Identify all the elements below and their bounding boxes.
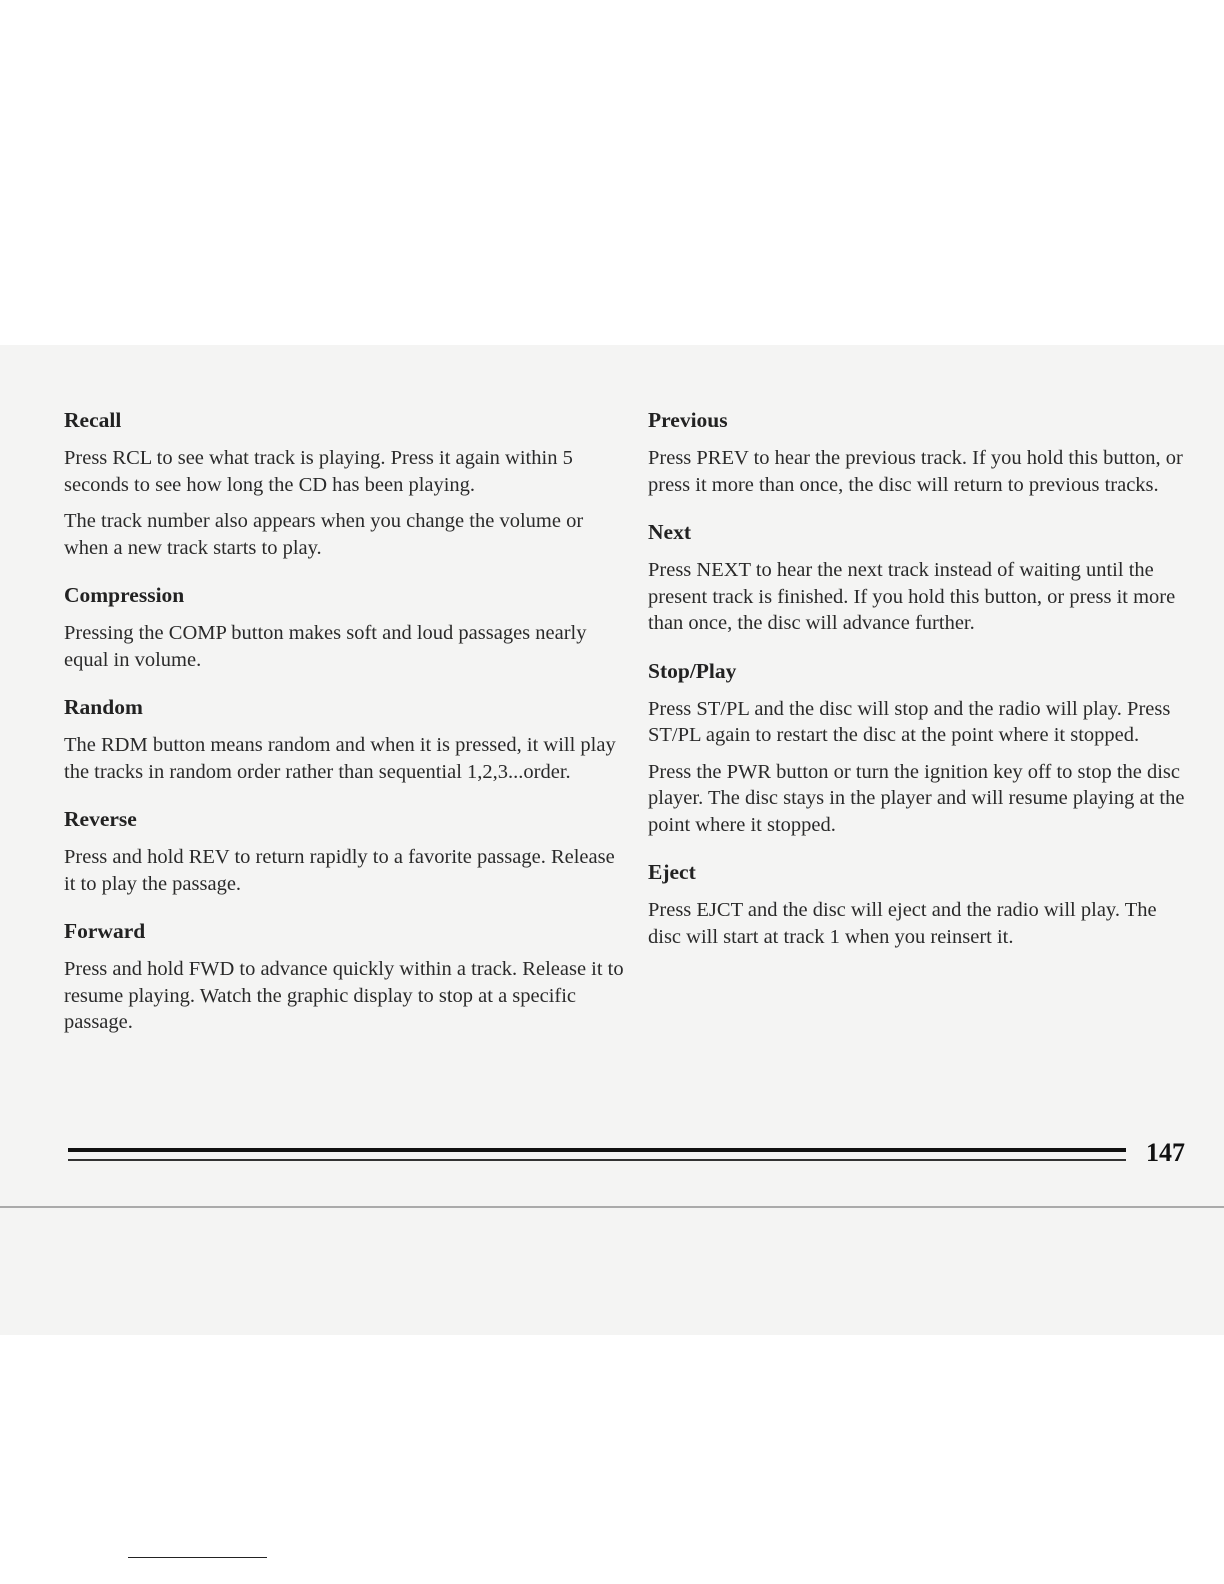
heading-stop-play: Stop/Play <box>648 658 737 683</box>
section-reverse <box>64 806 624 897</box>
heading-reverse: Reverse <box>64 807 137 831</box>
scan-edge-line <box>0 1206 1224 1208</box>
left-column <box>64 407 624 1057</box>
heading-recall: Recall <box>64 408 122 432</box>
paragraph: The RDM button means random and when it is pressed, it will play the tracks in random order rather than sequential 1,2,3...order. <box>64 734 616 783</box>
section-compression <box>64 582 624 673</box>
heading-next: Next <box>648 520 691 544</box>
paragraph: Press the PWR button or turn the ignition key off to stop the disc player. The disc stays in the player and will resume playing at the point where it stopped. <box>648 760 1185 836</box>
paragraph: Press and hold FWD to advance quickly within a track. Release it to resume playing. Watch the graphic display to stop at a specific passage. <box>64 958 624 1033</box>
paragraph: Press and hold REV to return rapidly to a favorite passage. Release it to play the passage. <box>64 846 615 895</box>
footer-rule-thick <box>68 1148 1126 1152</box>
paragraph: Press PREV to hear the previous track. If you hold this button, or press it more than once, the disc will return to previous tracks. <box>648 447 1183 496</box>
section-next <box>648 519 1193 637</box>
paragraph: The track number also appears when you change the volume or when a new track starts to play. <box>64 510 584 559</box>
paragraph: Press EJCT and the disc will eject and the radio will play. The disc will start at track 1 when you reinsert it. <box>648 899 1157 948</box>
heading-compression: Compression <box>64 583 185 607</box>
heading-eject: Eject <box>648 860 696 884</box>
page-number: 147 <box>1146 1138 1185 1167</box>
heading-previous: Previous <box>648 408 728 432</box>
heading-random: Random <box>64 695 143 719</box>
section-previous <box>648 407 1193 498</box>
paragraph: Pressing the COMP button makes soft and loud passages nearly equal in volume. <box>64 622 587 671</box>
footer-rule-thin <box>68 1159 1126 1161</box>
paragraph: Press NEXT to hear the next track instead of waiting until the present track is finished. If you hold this button, or press it more than once, the disc will advance further. <box>648 559 1176 634</box>
bottom-divider <box>128 1557 267 1558</box>
section-eject <box>648 859 1193 950</box>
section-random <box>64 694 624 785</box>
section-stop-play <box>648 658 1193 839</box>
right-column <box>648 407 1193 971</box>
section-recall <box>64 407 624 561</box>
heading-forward: Forward <box>64 919 146 943</box>
paragraph: Press RCL to see what track is playing. Press it again within 5 seconds to see how long the CD has been playing. <box>64 447 573 496</box>
section-forward <box>64 918 624 1036</box>
paragraph: Press ST/PL and the disc will stop and the radio will play. Press ST/PL again to restart the disc at the point where it stopped. <box>648 697 1171 746</box>
